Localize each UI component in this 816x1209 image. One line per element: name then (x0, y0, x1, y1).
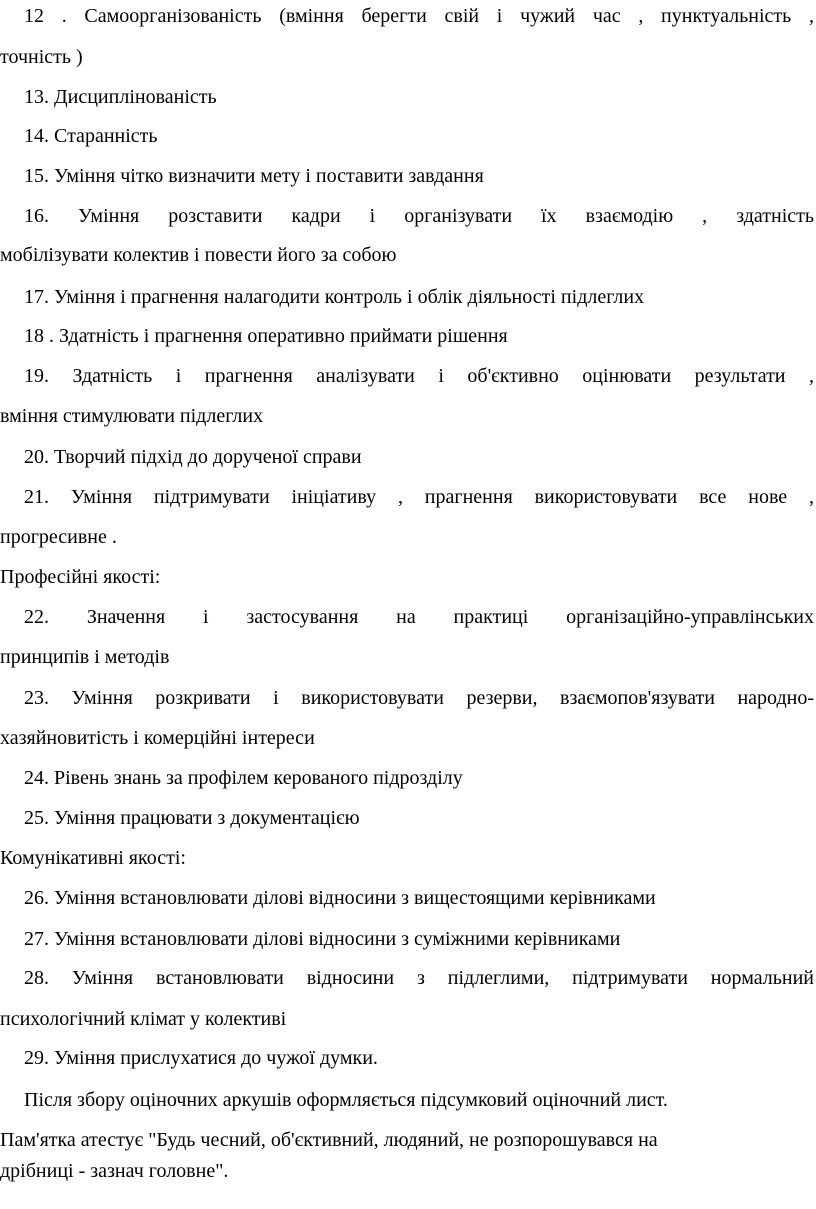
list-item-16-line2: мобілізувати колектив і повести його за собою (0, 244, 397, 266)
list-item-22-line1: 22. Значення і застосування на практиці організаційно-управлінських (24, 606, 814, 628)
list-item-29: 29. Уміння прислухатися до чужої думки. (24, 1047, 378, 1069)
list-item-15: 15. Уміння чітко визначити мету і поставити завдання (24, 165, 484, 187)
list-item-23-line1: 23. Уміння розкривати і використовувати резерви, взаємопов'язувати народно- (24, 687, 814, 709)
list-item-19-line2: вміння стимулювати підлеглих (0, 405, 264, 427)
list-item-25: 25. Уміння працювати з документацією (24, 807, 360, 829)
list-item-16-line1: 16. Уміння розставити кадри і організувати їх взаємодію , здатність (24, 205, 814, 227)
list-item-12-line1: 12 . Самоорганізованість (вміння берегти свій і чужий час , пунктуальність , (24, 5, 814, 27)
list-item-13: 13. Дисциплінованість (24, 86, 217, 108)
list-item-17: 17. Уміння і прагнення налагодити контроль і облік діяльності підлеглих (24, 286, 645, 308)
list-item-22-line2: принципів і методів (0, 646, 170, 668)
list-item-12-line2: точність ) (0, 46, 83, 68)
memo-line1: Пам'ятка атестує "Будь чесний, об'єктивний, людяний, не розпорошувався на (0, 1129, 658, 1151)
list-item-20: 20. Творчий підхід до дорученої справи (24, 446, 362, 468)
memo-line2: дрібниці - зазнач головне". (0, 1160, 229, 1182)
list-item-19-line1: 19. Здатність і прагнення аналізувати і об'єктивно оцінювати результати , (24, 365, 814, 387)
list-item-14: 14. Старанність (24, 125, 158, 147)
list-item-18: 18 . Здатність і прагнення оперативно приймати рішення (24, 325, 508, 347)
list-item-28-line2: психологічний клімат у колективі (0, 1008, 287, 1030)
list-item-23-line2: хазяйновитість і комерційні інтереси (0, 727, 315, 749)
list-item-26: 26. Уміння встановлювати ділові відносини з вищестоящими керівниками (24, 887, 656, 909)
list-item-21-line1: 21. Уміння підтримувати ініціативу , прагнення використовувати все нове , (24, 486, 814, 508)
list-item-28-line1: 28. Уміння встановлювати відносини з підлеглими, підтримувати нормальний (24, 967, 814, 989)
list-item-21-line2: прогресивне . (0, 526, 117, 548)
list-item-27: 27. Уміння встановлювати ділові відносини з суміжними керівниками (24, 928, 621, 950)
section-heading-communicative: Комунікативні якості: (0, 847, 186, 869)
section-heading-professional: Професійні якості: (0, 566, 161, 588)
closing-paragraph: Після збору оціночних аркушів оформляється підсумковий оціночний лист. (24, 1089, 668, 1111)
list-item-24: 24. Рівень знань за профілем керованого підрозділу (24, 767, 463, 789)
